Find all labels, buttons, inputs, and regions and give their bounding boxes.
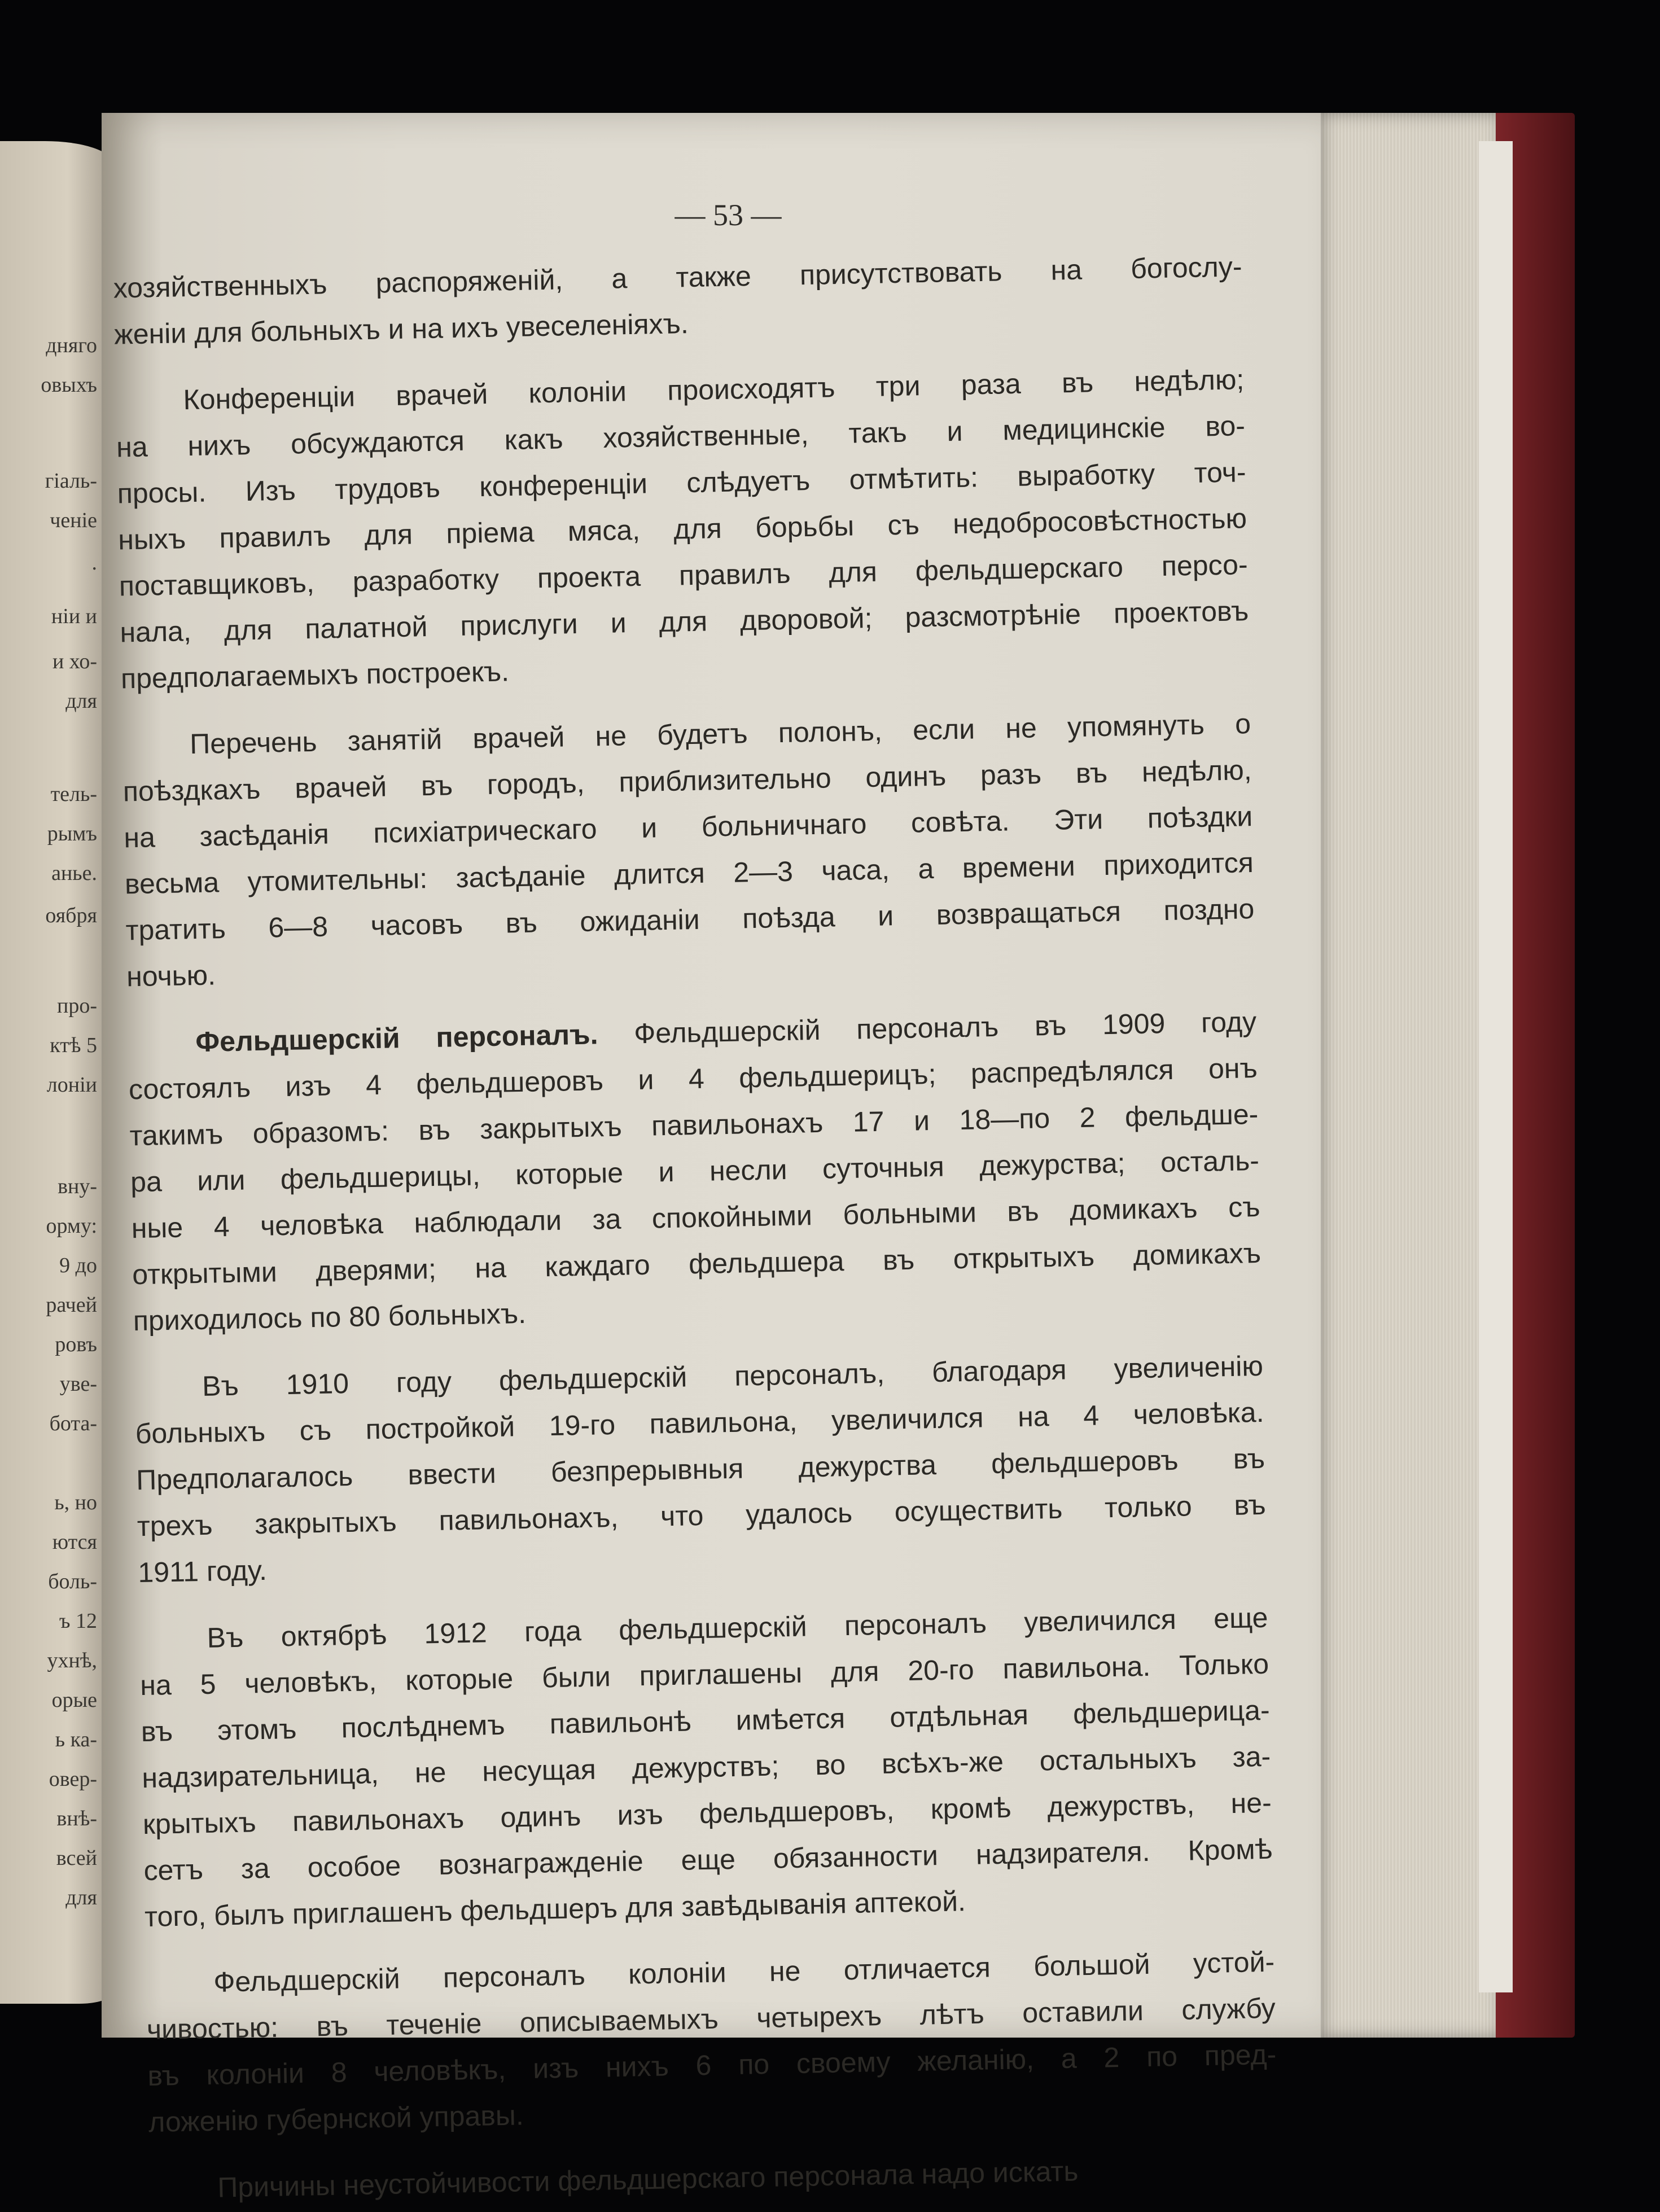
text-line: на 5 человѣкъ, которые были приглашены для 20-го павильона. Только (139, 1648, 1269, 1702)
left-page-fragment: ь ка- (55, 1728, 97, 1751)
text-line: весьма утомительны: засѣданiе длится 2—3 часа, а времени приходится (124, 847, 1254, 900)
text-line: крытыхъ павильонахъ одинъ изъ фельдшеровъ, кромѣ дежурствъ, не- (142, 1786, 1272, 1841)
left-page-text (0, 141, 107, 2004)
left-page-fragment: ются (52, 1530, 97, 1554)
left-page-fragment: боль- (48, 1570, 97, 1593)
text-line: просы. Изъ трудовъ конференцiи слѣдуетъ отмѣтить: выработку точ- (117, 456, 1246, 510)
text-line: сетъ за особое вознагражденiе еще обязанности надзирателя. Кромѣ (143, 1833, 1273, 1887)
page-number: — 53 — (674, 198, 782, 232)
left-page-fragment: тель- (50, 782, 97, 806)
text-line: трехъ закрытыхъ павильонахъ, что удалось осуществить только въ (137, 1488, 1267, 1543)
section-heading: Фельдшерскiй персоналъ. (195, 1018, 598, 1058)
left-page-fragment: . (91, 551, 97, 575)
left-page-fragment: орые (51, 1688, 97, 1712)
text-line: поѣздкахъ врачей въ городъ, приблизительно одинъ разъ въ недѣлю, (122, 754, 1252, 808)
left-page-fragment: ь, но (54, 1491, 97, 1514)
left-page-fragment: рачей (46, 1293, 97, 1317)
text-line: приходилось по 80 больныхъ. (133, 1297, 527, 1337)
text-line: больныхъ съ постройкой 19-го павильона, увеличился на 4 человѣка. (135, 1396, 1264, 1450)
left-page-fragment: дняго (46, 334, 97, 357)
text-line: Предполагалось ввести безпрерывныя дежурства фельдшеровъ въ (135, 1442, 1265, 1496)
text-line: ночью. (126, 959, 216, 993)
left-page-fragment: внѣ- (56, 1807, 97, 1830)
left-page-fragment: вну- (58, 1175, 97, 1198)
text-line: надзирательница, не несущая дежурствъ; во всѣхъ-же остальныхъ за- (141, 1740, 1271, 1794)
text-line: нала, для палатной прислуги и для дворовой; разсмотрѣнiе проектовъ (119, 595, 1249, 649)
text-line: на засѣданiя психiатрическаго и больничнаго совѣта. Эти поѣздки (123, 800, 1253, 854)
text-line: Въ октябрѣ 1912 года фельдшерскiй персоналъ увеличился еще (207, 1601, 1268, 1654)
left-page-fragment: для (65, 1886, 97, 1909)
text-line: въ этомъ послѣднемъ павильонѣ имѣется отдѣльная фельдшерица- (141, 1694, 1271, 1748)
left-page-fragment: всей (56, 1846, 97, 1870)
left-page-fragment: гiаль- (45, 469, 97, 493)
text-line: ные 4 человѣка наблюдали за спокойными больными въ домикахъ съ (131, 1190, 1260, 1245)
left-page-fragment: ровъ (55, 1333, 97, 1356)
left-page-fragment: уве- (59, 1372, 97, 1396)
text-line: поставщиковъ, разработку проекта правилъ для фельдшерскаго персо- (119, 549, 1249, 602)
left-page-fragment: лонiи (46, 1073, 97, 1097)
text-line: Перечень занятiй врачей не будетъ полонъ, если не упомянуть о (189, 708, 1251, 760)
text-line: ложенiю губернской управы. (148, 2099, 524, 2139)
text-line: 1911 году. (137, 1554, 268, 1589)
text-span: Фельдшерскiй персоналъ въ 1909 году (597, 1005, 1257, 1050)
text-line: женiи для больныхъ и на ихъ увеселенiяхъ. (113, 308, 689, 351)
text-line: тратить 6—8 часовъ въ ожиданiи поѣзда и возвращаться поздно (125, 893, 1255, 947)
left-page-fragment: про- (57, 994, 97, 1018)
page-body-text (102, 243, 1279, 2212)
left-page-fragment: 9 до (59, 1254, 97, 1277)
left-page-fragment: ченiе (50, 509, 97, 532)
text-line: такимъ образомъ: въ закрытыхъ павильонахъ 17 и 18—по 2 фельдше- (129, 1098, 1259, 1152)
left-page-fragment: анье. (51, 861, 97, 885)
left-page-fragment: овыхъ (41, 373, 97, 397)
text-line: Въ 1910 году фельдшерскiй персоналъ, благодаря увеличенiю (202, 1350, 1264, 1402)
main-page (102, 113, 1321, 2204)
text-line: предполагаемыхъ построекъ. (120, 655, 510, 695)
text-line: Причины неустойчивости фельдшерскаго персонала надо искать (217, 2155, 1079, 2204)
page-edges-inner (1479, 141, 1513, 1992)
left-page-fragment: и хо- (52, 650, 97, 673)
text-line: въ колонiи 8 человѣкъ, изъ нихъ 6 по своему желанiю, а 2 по пред- (147, 2038, 1277, 2092)
left-facing-page (0, 141, 113, 2004)
left-page-fragment: рымъ (47, 822, 97, 846)
text-line: хозяйственныхъ распоряженiй, а также присутствовать на богослу- (113, 251, 1242, 304)
left-page-fragment: ъ 12 (59, 1609, 97, 1633)
left-page-fragment: ухнѣ, (47, 1649, 97, 1672)
left-page-fragment: ктѣ 5 (50, 1033, 97, 1057)
left-page-fragment: орму: (46, 1214, 97, 1238)
left-page-fragment: для (65, 689, 97, 713)
text-line: ра или фельдшерицы, которые и несли суточныя дежурства; осталь- (130, 1144, 1260, 1198)
left-page-fragment: оября (45, 904, 97, 927)
text-line: того, былъ приглашенъ фельдшеръ для завѣдыванiя аптекой. (144, 1885, 966, 1933)
text-line: на нихъ обсуждаются какъ хозяйственные, такъ и медицинскiе во- (116, 410, 1246, 463)
page-edges (1315, 113, 1496, 2038)
text-line: Конференцiи врачей колонiи происходятъ три раза въ недѣлю; (183, 363, 1245, 416)
left-page-fragment: бота- (49, 1412, 97, 1435)
left-page-fragment: нiи и (51, 605, 97, 628)
text-line: Фельдшерскiй персоналъ колонiи не отличается большой устой- (213, 1946, 1275, 1998)
text-line: открытыми дверями; на каждаго фельдшера въ открытыхъ домикахъ (132, 1237, 1262, 1291)
text-line: чивостью: въ теченiе описываемыхъ четырехъ лѣтъ оставили службу (146, 1992, 1276, 2046)
left-page-fragment: овер- (49, 1767, 97, 1791)
text-line: состоялъ изъ 4 фельдшеровъ и 4 фельдшерицъ; распредѣлялся онъ (128, 1052, 1258, 1106)
text-line: ныхъ правилъ для прiема мяса, для борьбы съ недобросовѣстностью (117, 502, 1247, 556)
